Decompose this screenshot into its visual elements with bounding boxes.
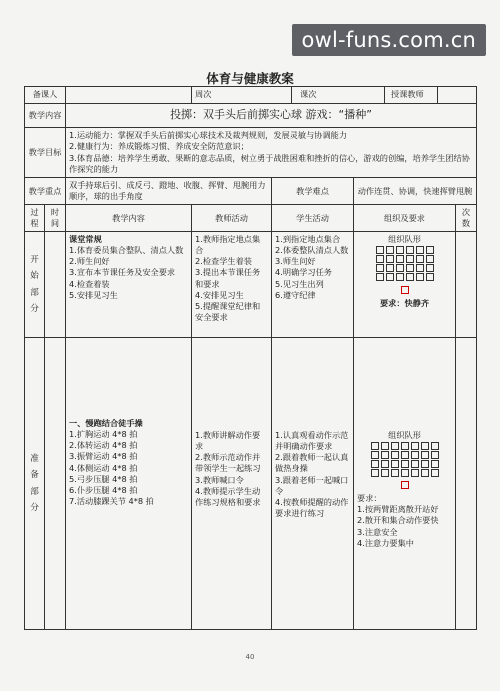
content-label: 教学内容 — [25, 104, 66, 128]
page-number: 40 — [245, 653, 255, 661]
start-student-item: 6.遵守纪律 — [275, 289, 316, 300]
start-content-item: 2.师生问好 — [69, 256, 110, 267]
start-teacher-item: 4.安排见习生 — [195, 289, 244, 300]
student-marker-icon — [381, 451, 389, 459]
student-marker-icon — [406, 273, 414, 281]
prep-req-item: 2.散开和集合动作要快 — [357, 515, 439, 526]
start-count — [456, 232, 477, 338]
prep-student-item: 1.认真观看动作示范并明确动作要求 — [275, 430, 349, 452]
page-title: 体育与健康教案 — [206, 71, 294, 86]
goal-line: 3.体育品德：培养学生勇敢、果断的意志品质，树立勇于战胜困难和挫折的信心，游戏的创编，培养学生团结协作探究的能力 — [69, 152, 470, 174]
column-header-row — [25, 205, 477, 232]
student-marker-icon — [371, 460, 379, 468]
student-marker-icon — [391, 442, 399, 450]
prep-time — [45, 338, 66, 630]
keypoints-label: 教学重点 — [25, 178, 66, 205]
start-content-item: 3.宣布本节课任务及安全要求 — [69, 267, 176, 278]
teacher-label: 授课教师 — [385, 87, 438, 103]
prep-label: 准备部分 — [25, 338, 45, 630]
student-marker-icon — [411, 469, 419, 477]
preparer-label: 备课人 — [25, 87, 66, 104]
student-marker-icon — [416, 273, 424, 281]
prep-content-item: 4.体侧运动 4*8 拍 — [69, 462, 138, 473]
start-formation-diagram — [357, 246, 452, 294]
prep-section-row — [25, 338, 477, 630]
preparer-value — [66, 87, 192, 104]
student-marker-icon — [426, 255, 434, 263]
goals-label: 教学目标 — [25, 128, 66, 178]
start-teacher-item: 3.提出本节课任务和要求 — [195, 267, 261, 289]
student-marker-icon — [401, 442, 409, 450]
start-time — [45, 232, 66, 338]
student-marker-icon — [376, 273, 384, 281]
prep-formation-diagram — [357, 442, 452, 489]
prep-req-item: 4.注意力要集中 — [357, 537, 414, 548]
col-org: 组织及要求 — [354, 205, 456, 232]
student-marker-icon — [401, 460, 409, 468]
student-marker-icon — [396, 246, 404, 254]
student-marker-icon — [416, 246, 424, 254]
student-marker-icon — [371, 469, 379, 477]
prep-student-item: 2.跟着教师一起认真做热身操 — [275, 452, 349, 474]
difficulty-label: 教学难点 — [272, 178, 354, 205]
start-student-item: 5.见习生出列 — [275, 278, 324, 289]
student-marker-icon — [421, 460, 429, 468]
student-marker-icon — [396, 255, 404, 263]
teacher-marker-icon — [401, 286, 409, 294]
student-marker-icon — [396, 264, 404, 272]
prep-student-item: 4.按教师提醒的动作要求进行练习 — [275, 496, 349, 518]
start-content-item: 1.体育委员集合整队、清点人数 — [69, 245, 184, 256]
col-process: 过程 — [25, 205, 45, 232]
student-marker-icon — [386, 264, 394, 272]
watermark: owl-funs.com.cn — [292, 24, 486, 56]
keypoints-text: 双手持球后引、成反弓、蹬地、收腹、挥臂、甩腕用力顺序，球的出手角度 — [66, 178, 272, 205]
goal-line: 1.运动能力：掌握双手头后前掷实心球技术及裁判规则，发展灵敏与协调能力 — [69, 130, 348, 141]
lesson-plan-table — [24, 86, 477, 630]
difficulty-text: 动作连贯、协调，快速挥臂甩腕 — [354, 178, 477, 205]
prep-content-item: 7.活动膝踝关节 4*8 拍 — [69, 495, 154, 506]
student-marker-icon — [426, 273, 434, 281]
student-marker-icon — [376, 255, 384, 263]
prep-teacher-item: 2.教师示范动作并带领学生一起练习 — [195, 452, 261, 474]
goals-row — [25, 128, 477, 178]
start-content-item: 5.安排见习生 — [69, 289, 118, 300]
student-marker-icon — [386, 246, 394, 254]
header-row — [25, 87, 477, 104]
content-row — [25, 104, 477, 128]
student-marker-icon — [391, 460, 399, 468]
start-student-item: 3.师生问好 — [275, 256, 316, 267]
prep-content-head: 一、慢跑结合徒手操 — [69, 418, 143, 429]
col-student: 学生活动 — [272, 205, 354, 232]
goal-line: 2.健康行为：养成锻炼习惯、养成安全防范意识； — [69, 141, 249, 152]
teacher-marker-icon — [401, 481, 409, 489]
student-marker-icon — [371, 451, 379, 459]
start-content-item: 4.检查着装 — [69, 278, 110, 289]
student-marker-icon — [421, 469, 429, 477]
start-student-item: 2.体委整队清点人数 — [275, 245, 349, 256]
student-marker-icon — [406, 255, 414, 263]
student-marker-icon — [426, 264, 434, 272]
student-marker-icon — [431, 442, 439, 450]
start-org-req: 要求：快静齐 — [379, 298, 430, 309]
start-label: 开始部分 — [25, 232, 45, 338]
start-teacher-item: 1.教师指定地点集合 — [195, 234, 261, 256]
student-marker-icon — [431, 469, 439, 477]
student-marker-icon — [401, 469, 409, 477]
start-student-item: 4.明确学习任务 — [275, 267, 332, 278]
start-teacher-item: 5.提醒课堂纪律和安全要求 — [195, 300, 261, 322]
student-marker-icon — [416, 264, 424, 272]
start-student-item: 1.到指定地点集合 — [275, 234, 341, 245]
lesson-value — [336, 87, 385, 103]
student-marker-icon — [391, 451, 399, 459]
prep-req-label: 要求： — [357, 493, 382, 504]
prep-student-item: 3.跟着老师一起喊口令 — [275, 474, 349, 496]
student-marker-icon — [381, 442, 389, 450]
student-marker-icon — [406, 246, 414, 254]
prep-content-item: 5.弓步压腿 4*8 拍 — [69, 473, 138, 484]
prep-teacher-item: 1.教师讲解动作要求 — [195, 430, 261, 452]
start-content-head: 课堂常规 — [69, 234, 102, 245]
student-marker-icon — [421, 442, 429, 450]
student-marker-icon — [416, 255, 424, 263]
week-value — [229, 87, 292, 103]
student-marker-icon — [386, 273, 394, 281]
student-marker-icon — [381, 460, 389, 468]
student-marker-icon — [411, 460, 419, 468]
student-marker-icon — [401, 451, 409, 459]
prep-content-item: 1.扩胸运动 4*8 拍 — [69, 429, 138, 440]
week-label: 周次 — [195, 89, 212, 100]
col-content: 教学内容 — [66, 205, 192, 232]
col-teacher: 教师活动 — [192, 205, 272, 232]
col-time: 时间 — [45, 205, 66, 232]
keypoints-row — [25, 178, 477, 205]
student-marker-icon — [411, 442, 419, 450]
student-marker-icon — [431, 460, 439, 468]
student-marker-icon — [386, 255, 394, 263]
student-marker-icon — [376, 246, 384, 254]
start-org-title: 组织队形 — [388, 234, 421, 245]
lesson-topic: 投掷：双手头后前掷实心球 游戏：“播种” — [66, 104, 477, 128]
prep-count — [456, 338, 477, 630]
student-marker-icon — [426, 246, 434, 254]
student-marker-icon — [431, 451, 439, 459]
prep-teacher-item: 3.教师喊口令 — [195, 474, 244, 485]
prep-req-item: 1.按两臂距离散开站好 — [357, 504, 439, 515]
col-count: 次数 — [456, 205, 477, 232]
prep-content-item: 3.振臂运动 4*8 拍 — [69, 451, 138, 462]
student-marker-icon — [406, 264, 414, 272]
prep-content-item: 6.仆步压腿 4*8 拍 — [69, 484, 138, 495]
student-marker-icon — [381, 469, 389, 477]
prep-teacher-item: 4.教师提示学生动作练习规格和要求 — [195, 485, 261, 507]
lesson-label: 课次 — [300, 89, 317, 100]
prep-content-item: 2.体转运动 4*8 拍 — [69, 440, 138, 451]
prep-req-item: 3.注意安全 — [357, 526, 398, 537]
start-section-row — [25, 232, 477, 338]
start-teacher-item: 2.检查学生着装 — [195, 256, 252, 267]
student-marker-icon — [411, 451, 419, 459]
student-marker-icon — [396, 273, 404, 281]
student-marker-icon — [421, 451, 429, 459]
student-marker-icon — [391, 469, 399, 477]
teacher-value — [438, 87, 476, 103]
prep-org-title: 组织队形 — [388, 430, 421, 441]
student-marker-icon — [376, 264, 384, 272]
student-marker-icon — [371, 442, 379, 450]
